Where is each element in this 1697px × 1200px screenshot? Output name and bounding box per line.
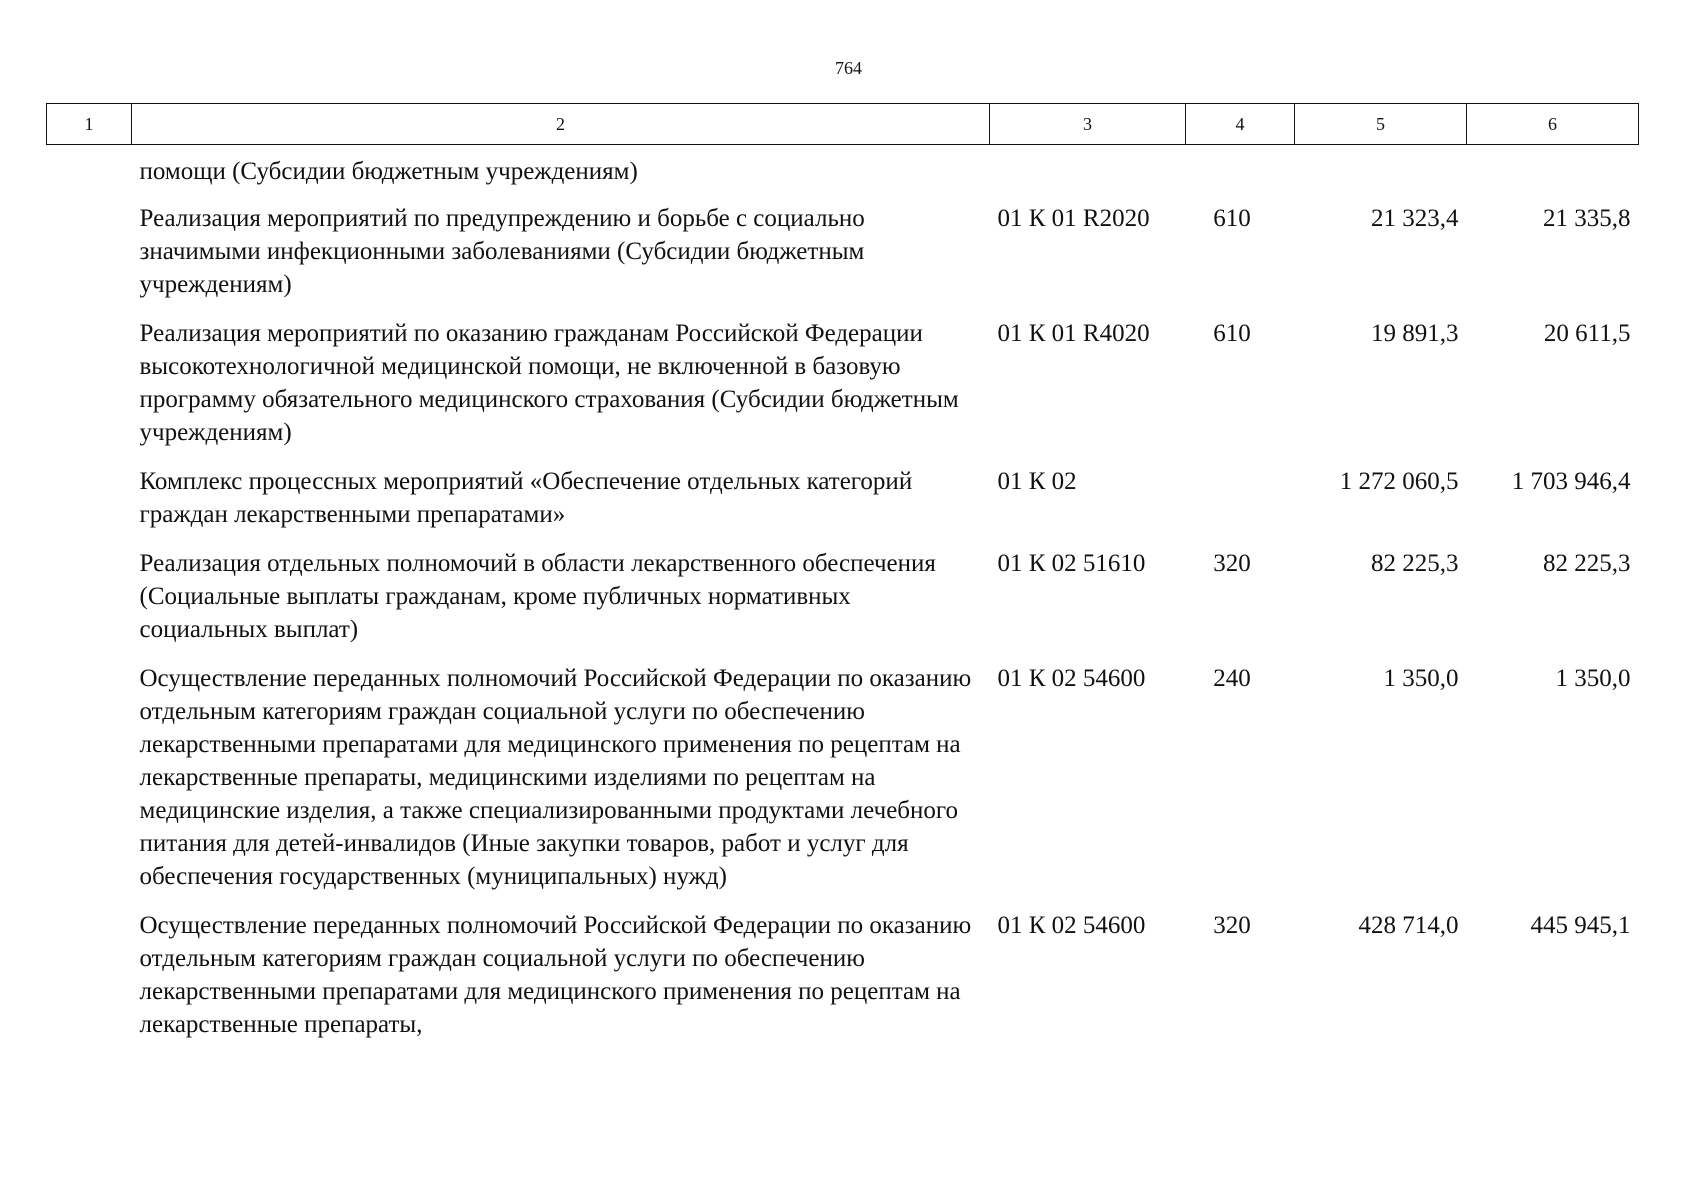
item-code: 01 К 02 54600 <box>997 912 1146 939</box>
row-index <box>47 145 132 203</box>
amount-col6: 20 611,5 <box>1543 320 1631 347</box>
column-header-1: 1 <box>47 104 132 145</box>
column-header-4: 4 <box>1186 104 1295 145</box>
table-row <box>47 465 1639 547</box>
amount-col6: 445 945,1 <box>1530 912 1631 939</box>
table-row <box>47 909 1639 1057</box>
header-row <box>47 104 1639 145</box>
table-row <box>47 547 1639 662</box>
item-name: Реализация мероприятий по предупреждению и борьбе с социально значимыми инфекционными заболеваниями (Субсидии бюджетным учреждениям) <box>139 205 865 298</box>
expense-type: 240 <box>1213 665 1251 692</box>
table-row <box>47 662 1639 909</box>
amount-col5: 19 891,3 <box>1371 320 1459 347</box>
column-header-5: 5 <box>1295 104 1467 145</box>
amount-col5: 1 272 060,5 <box>1339 468 1459 495</box>
expense-type <box>1186 465 1295 547</box>
row-index <box>47 909 132 1057</box>
column-header-6: 6 <box>1467 104 1639 145</box>
item-code: 01 К 02 <box>997 468 1077 495</box>
amount-col6: 1 350,0 <box>1555 665 1631 692</box>
column-header-2: 2 <box>132 104 990 145</box>
column-header-3: 3 <box>990 104 1186 145</box>
expense-type: 320 <box>1213 550 1251 577</box>
table-row <box>47 317 1639 465</box>
item-code: 01 К 02 54600 <box>997 665 1146 692</box>
item-name: помощи (Субсидии бюджетным учреждениям) <box>139 158 638 185</box>
row-index <box>47 465 132 547</box>
expense-type: 610 <box>1213 320 1251 347</box>
item-name: Осуществление переданных полномочий Российской Федерации по оказанию отдельным категориям граждан социальной услуги по обеспечению лекарственными препаратами для медицинского применения по рецептам на лекарственные препараты, <box>139 912 972 1038</box>
item-name: Реализация отдельных полномочий в области лекарственного обеспечения (Социальные выплаты гражданам, кроме публичных нормативных социальных выплат) <box>139 550 936 643</box>
amount-col5: 82 225,3 <box>1371 550 1459 577</box>
table-row <box>47 145 1639 203</box>
amount-col6: 1 703 946,4 <box>1511 468 1631 495</box>
expense-type: 610 <box>1213 205 1251 232</box>
amount-col5: 21 323,4 <box>1371 205 1459 232</box>
amount-col6: 82 225,3 <box>1543 550 1631 577</box>
expense-type: 320 <box>1213 912 1251 939</box>
item-name: Комплекс процессных мероприятий «Обеспечение отдельных категорий граждан лекарственными препаратами» <box>139 468 913 528</box>
row-index <box>47 317 132 465</box>
item-name: Осуществление переданных полномочий Российской Федерации по оказанию отдельным категориям граждан социальной услуги по обеспечению лекарственными препаратами для медицинского применения по рецептам на лекарственные препараты, медицинскими изделиями по рецептам на медицинские изделия, а также специализированными продуктами лечебного питания для детей-инвалидов (Иные закупки товаров, работ и услуг для обеспечения государственных (муниципальных) нужд) <box>139 665 972 890</box>
budget-table <box>46 103 1639 1057</box>
amount-col5 <box>1295 145 1467 203</box>
item-code <box>990 145 1186 203</box>
item-code: 01 К 02 51610 <box>997 550 1146 577</box>
item-code: 01 К 01 R2020 <box>997 205 1150 232</box>
item-code: 01 К 01 R4020 <box>997 320 1150 347</box>
row-index <box>47 662 132 909</box>
expense-type <box>1186 145 1295 203</box>
item-name: Реализация мероприятий по оказанию гражданам Российской Федерации высокотехнологичной медицинской помощи, не включенной в базовую программу обязательного медицинского страхования (Субсидии бюджетным учреждениям) <box>139 320 959 446</box>
amount-col6: 21 335,8 <box>1543 205 1631 232</box>
row-index <box>47 547 132 662</box>
row-index <box>47 202 132 317</box>
table-row <box>47 202 1639 317</box>
amount-col6 <box>1467 145 1639 203</box>
page-number: 764 <box>835 58 862 78</box>
amount-col5: 428 714,0 <box>1358 912 1459 939</box>
amount-col5: 1 350,0 <box>1383 665 1459 692</box>
